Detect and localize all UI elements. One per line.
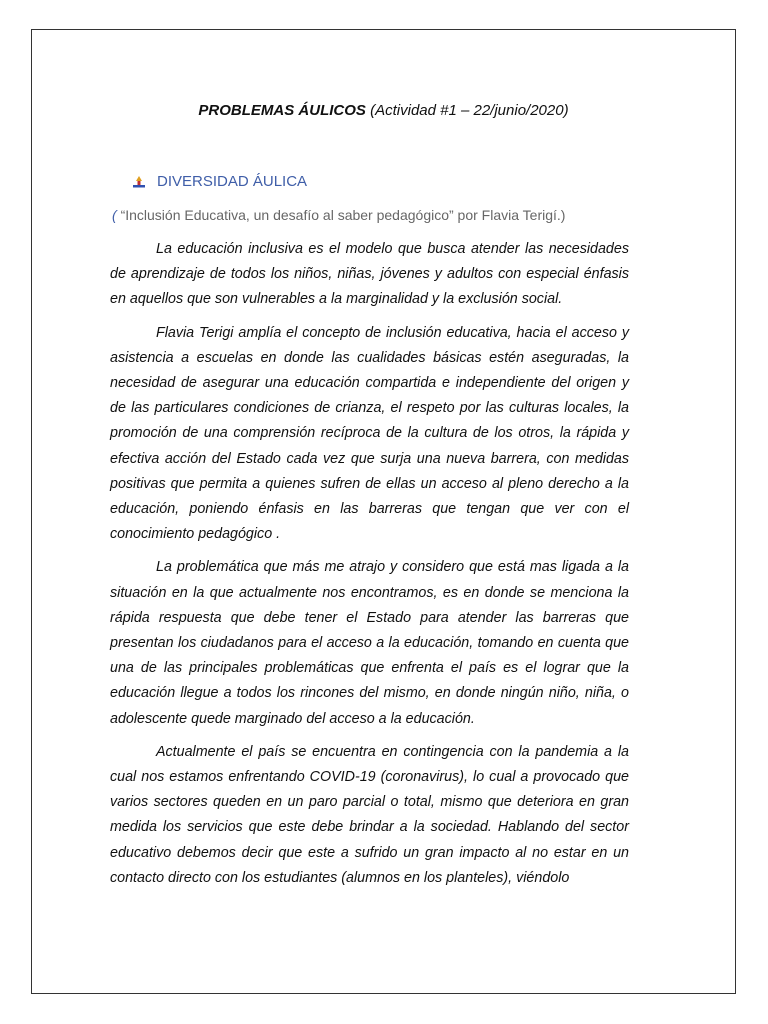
citation xyxy=(112,207,565,223)
paragraph-4: Actualmente el país se encuentra en contingencia con la pandemia a la cual nos estamos enfrentando COVID-19 (coronavirus), lo cual a provocado que varios sectores queden en un paro parcial o total, mismo que deteriora en gran medida los servicios que este debe brindar a la sociedad. Hablando del sector educativo debemos decir que este a sufrido un gran impacto al no estar en un contacto directo con los estudiantes (alumnos en los planteles), viéndolo xyxy=(110,743,629,886)
section-heading xyxy=(132,173,307,190)
section-heading-text: DIVERSIDAD ÁULICA xyxy=(157,173,308,190)
arrow-bullet-icon xyxy=(132,175,146,189)
title-subtitle: (Actividad #1 – 22/junio/2020) xyxy=(365,102,569,119)
document-page xyxy=(31,29,736,994)
citation-open: ( xyxy=(112,207,121,223)
document-body xyxy=(110,237,629,899)
paragraph-2: Flavia Terigi amplía el concepto de inclusión educativa, hacia el acceso y asistencia a escuelas en donde las cualidades básicas estén aseguradas, la necesidad de asegurar una educación compartida e independiente del origen y de las particulares condiciones de crianza, el respeto por las culturas locales, la promoción de una comprensión recíproca de la cultura de los otros, la rápida y efectiva acción del Estado cada vez que surja una nueva barrera, con medidas positivas que permita a quienes sufren de ellas un acceso al pleno derecho a la educación, poniendo énfasis en las barreras que tengan que ver con el conocimiento pedagógico . xyxy=(110,324,629,543)
document-title xyxy=(32,102,735,119)
title-bold: PROBLEMAS ÁULICOS xyxy=(198,102,366,119)
paragraph-1: La educación inclusiva es el modelo que busca atender las necesidades de aprendizaje de todos los niños, niñas, jóvenes y adultos con especial énfasis en aquellos que son vulnerables a la marginalidad y la exclusión social. xyxy=(110,241,629,308)
citation-close: .) xyxy=(556,207,566,223)
paragraph-3: La problemática que más me atrajo y considero que está mas ligada a la situación en la que actualmente nos encontramos, es en donde se menciona la rápida respuesta que debe tener el Estado para atender las barreras que presentan los ciudadanos para el acceso a la educación, tomando en cuenta que una de las principales problemáticas que enfrenta el país es el lograr que la educación llegue a todos los rincones del mismo, en donde ningún niño, niña, o adolescente quede marginado del acceso a la educación. xyxy=(110,559,629,727)
citation-text: “Inclusión Educativa, un desafío al saber pedagógico” por Flavia Terigí xyxy=(120,207,557,223)
